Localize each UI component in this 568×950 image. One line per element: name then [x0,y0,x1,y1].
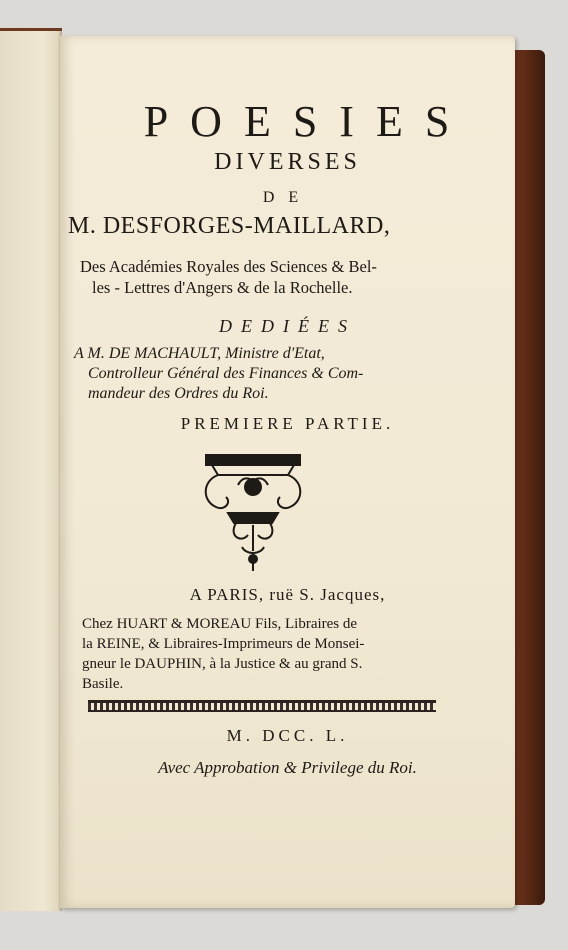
title-page [60,36,515,908]
academies-line-2: les - Lettres d'Angers & de la Rochelle. [92,278,353,297]
book-title: POESIES [143,97,472,146]
book-subtitle: DIVERSES [214,149,361,175]
preposition-de: DE [262,189,313,206]
dedication-line-1: A M. DE MACHAULT, Ministre d'Etat, [74,345,325,362]
facing-page [0,28,62,911]
dediees-heading: DEDIÉES [219,316,356,336]
decorative-rule-pattern [88,703,436,710]
publisher-line-2: la REINE, & Libraires-Imprimeurs de Monsei- [82,636,365,652]
publication-date: M. DCC. L. [226,726,349,745]
printers-flower-ornament-icon [198,451,308,576]
publisher-line-1: Chez HUART & MOREAU Fils, Libraires de [82,616,358,632]
author-name: M. DESFORGES-MAILLARD, [68,213,391,239]
dedication-line-2: Controlleur Général des Finances & Com- [88,365,364,382]
imprint-place: A PARIS, ruë S. Jacques, [189,585,386,604]
decorative-rule-bottom [88,710,436,712]
publisher-line-3: gneur le DAUPHIN, à la Justice & au grand S. [82,656,363,672]
dedication-line-3: mandeur des Ordres du Roi. [88,385,269,402]
part-heading: PREMIERE PARTIE. [180,414,395,433]
publisher-line-4: Basile. [82,676,124,692]
approbation-line: Avec Approbation & Privilege du Roi. [158,758,417,777]
academies-line-1: Des Académies Royales des Sciences & Bel- [80,257,377,276]
